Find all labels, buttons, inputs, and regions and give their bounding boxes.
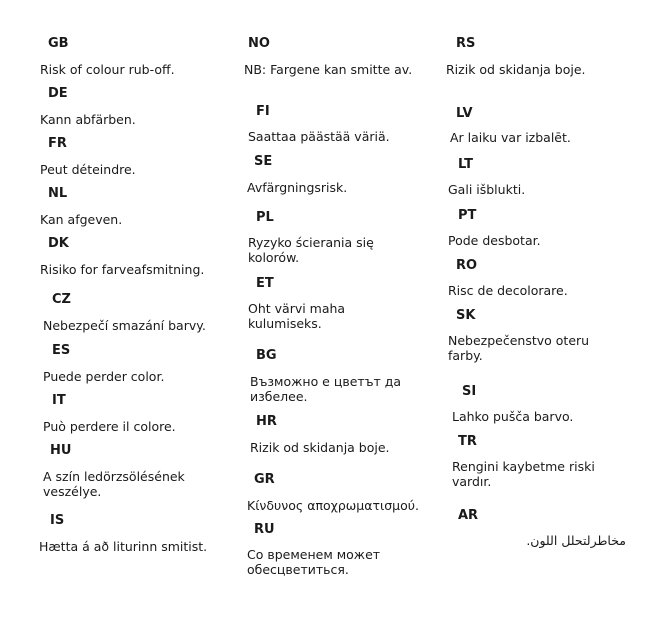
language-code: IS [50,513,65,528]
warning-text: Peut déteindre. [40,162,136,177]
language-code: GB [48,36,69,51]
language-code: DE [48,86,68,101]
warning-text: Risc de decolorare. [448,283,568,298]
language-code: IT [52,393,66,408]
warning-text: Rizik od skidanja boje. [446,62,586,77]
warning-text: Ryzyko ścierania się kolorów. [248,235,374,265]
language-code: RO [456,258,478,273]
language-code: SI [462,384,477,399]
warning-text: Kan afgeven. [40,212,123,227]
warning-text: Pode desbotar. [448,233,541,248]
language-code: DK [48,236,69,251]
language-code: AR [458,508,479,523]
warning-text: Risiko for farveafsmitning. [40,262,205,277]
warning-text: مخاطرلتحلل اللون. [526,533,626,548]
language-code: CZ [52,292,71,307]
warning-text: Lahko pušča barvo. [452,409,574,424]
language-code: HR [256,414,277,429]
language-code: SK [456,308,476,323]
language-code: NO [248,36,270,51]
language-code: LT [458,157,473,172]
warning-text: Ar laiku var izbalēt. [450,130,571,145]
language-code: TR [458,434,477,449]
language-code: FI [256,104,270,119]
language-code: LV [456,106,473,121]
language-code: ES [52,343,71,358]
warning-text: Възможно е цветът да избелее. [250,374,402,404]
warning-text: Kann abfärben. [40,112,136,127]
warning-text: Nebezpečenstvo oteru farby. [448,333,590,363]
warning-text: Rizik od skidanja boje. [250,440,390,455]
warning-text: Nebezpečí smazání barvy. [43,318,206,333]
warning-text: A szín ledörzsölésének veszélye. [43,469,185,499]
warning-text: Può perdere il colore. [43,419,176,434]
warning-text: Κίνδυνος αποχρωματισμού. [247,498,419,513]
language-code: PT [458,208,477,223]
warning-text: Puede perder color. [43,369,165,384]
language-code: FR [48,136,67,151]
language-code: NL [48,186,68,201]
warning-text: Avfärgningsrisk. [247,180,348,195]
warning-text: Risk of colour rub-off. [40,62,175,77]
language-code: BG [256,348,277,363]
warning-text: Oht värvi maha kulumiseks. [248,301,346,331]
language-code: SE [254,154,273,169]
language-code: PL [256,210,274,225]
language-code: GR [254,472,275,487]
language-code: RU [254,522,275,537]
language-code: HU [50,443,72,458]
warning-text: NB: Fargene kan smitte av. [244,62,413,77]
warning-text: Со временем может обесцветиться. [247,547,381,577]
warning-text: Hætta á að liturinn smitist. [39,539,208,554]
language-code: ET [256,276,274,291]
warning-text: Gali išblukti. [448,182,526,197]
warning-text: Saattaa päästää väriä. [248,129,390,144]
language-code: RS [456,36,476,51]
warning-text: Rengini kaybetme riski vardır. [452,459,595,489]
